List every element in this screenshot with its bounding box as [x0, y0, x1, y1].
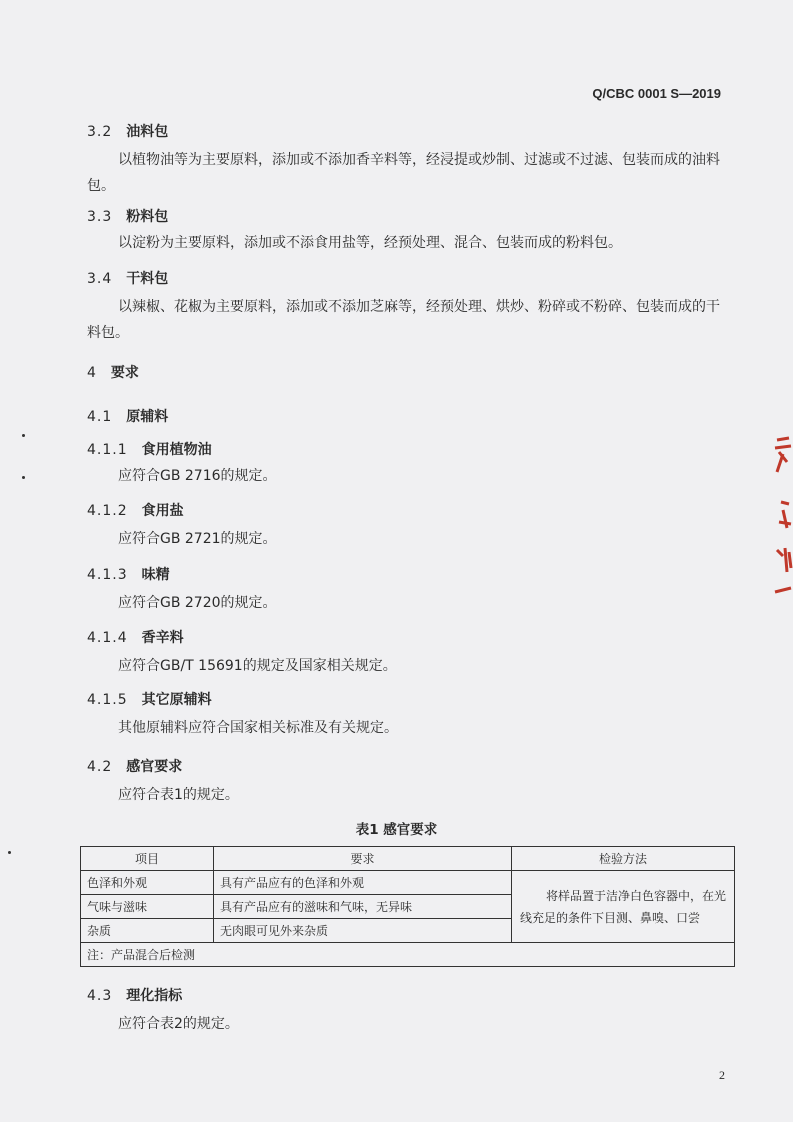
section-number: 4.3: [87, 988, 113, 1004]
section-number: 3.3: [87, 209, 113, 225]
section-number: 4.1: [87, 409, 113, 425]
section-body: 应符合GB 2716的规定。: [118, 468, 277, 484]
table-cell-item: 杂质: [81, 919, 214, 943]
section-body: 应符合表1的规定。: [118, 787, 239, 803]
document-code: Q/CBC 0001 S—2019: [592, 86, 721, 101]
section-title: 原辅料: [126, 409, 169, 425]
section-body: 应符合GB 2720的规定。: [118, 595, 277, 611]
section-body: 应符合GB/T 15691的规定及国家相关规定。: [118, 658, 397, 674]
table-cell-item: 色泽和外观: [81, 871, 214, 895]
section-heading: [87, 627, 184, 647]
seal-stamp-fragment: [769, 432, 793, 602]
section-heading: [87, 756, 182, 776]
table-header-row: [81, 847, 735, 871]
scan-speck: [8, 851, 11, 854]
table-header-cell: 检验方法: [512, 847, 735, 871]
section-title: 其它原辅料: [141, 692, 212, 708]
section-title: 干料包: [126, 271, 169, 287]
table-note: 注：产品混合后检测: [81, 943, 735, 967]
section-title: 感官要求: [126, 759, 183, 775]
section-heading: [87, 689, 212, 709]
section-number: 4: [87, 365, 97, 381]
sensory-requirements-table: [80, 846, 735, 967]
page-number: 2: [719, 1068, 725, 1082]
section-title: 粉料包: [126, 209, 169, 225]
section-body: 以淀粉为主要原料，添加或不添食用盐等，经预处理、混合、包装而成的粉料包。: [118, 235, 622, 251]
section-number: 3.2: [87, 124, 113, 140]
table-header-cell: 项目: [81, 847, 214, 871]
section-heading: [87, 206, 168, 226]
table-note-row: [81, 943, 735, 967]
section-title: 味精: [141, 567, 170, 583]
section-number: 4.1.3: [87, 567, 128, 583]
section-number: 4.1.1: [87, 442, 128, 458]
section-heading: [87, 362, 139, 382]
section-heading: [87, 121, 168, 141]
section-heading: [87, 439, 212, 459]
section-heading: [87, 985, 182, 1005]
method-line: 将样品置于洁净白色容器中，在光: [546, 888, 727, 903]
section-number: 4.2: [87, 759, 113, 775]
section-number: 4.1.2: [87, 503, 128, 519]
section-number: 4.1.5: [87, 692, 128, 708]
section-title: 食用植物油: [141, 442, 212, 458]
table-cell-requirement: 无肉眼可见外来杂质: [214, 919, 512, 943]
section-body: 以植物油等为主要原料，添加或不添加香辛料等，经浸提或炒制、过滤或不过滤、包装而成的油料包。: [87, 152, 720, 194]
section-title: 香辛料: [141, 630, 184, 646]
section-title: 油料包: [126, 124, 169, 140]
section-heading: [87, 406, 168, 426]
section-number: 3.4: [87, 271, 113, 287]
section-heading: [87, 500, 184, 520]
table-cell-method: [512, 871, 735, 943]
section-heading: [87, 268, 168, 288]
section-title: 理化指标: [126, 988, 183, 1004]
table-header-cell: 要求: [214, 847, 512, 871]
section-number: 4.1.4: [87, 630, 128, 646]
table-row: [81, 871, 735, 895]
table-title: 表1 感官要求: [355, 822, 438, 838]
section-heading: [87, 564, 170, 584]
table-cell-requirement: 具有产品应有的滋味和气味，无异味: [214, 895, 512, 919]
scan-speck: [22, 434, 25, 437]
table-cell-requirement: 具有产品应有的色泽和外观: [214, 871, 512, 895]
section-body: 应符合GB 2721的规定。: [118, 531, 277, 547]
section-body: 其他原辅料应符合国家相关标准及有关规定。: [118, 720, 398, 736]
section-title: 食用盐: [141, 503, 184, 519]
section-title: 要求: [110, 365, 139, 381]
table-cell-item: 气味与滋味: [81, 895, 214, 919]
section-body: 应符合表2的规定。: [118, 1016, 239, 1032]
method-line: 线充足的条件下目测、鼻嗅、口尝: [520, 910, 701, 925]
section-body: 以辣椒、花椒为主要原料，添加或不添加芝麻等，经预处理、烘炒、粉碎或不粉碎、包装而成的干料包。: [87, 299, 720, 341]
scan-speck: [22, 476, 25, 479]
